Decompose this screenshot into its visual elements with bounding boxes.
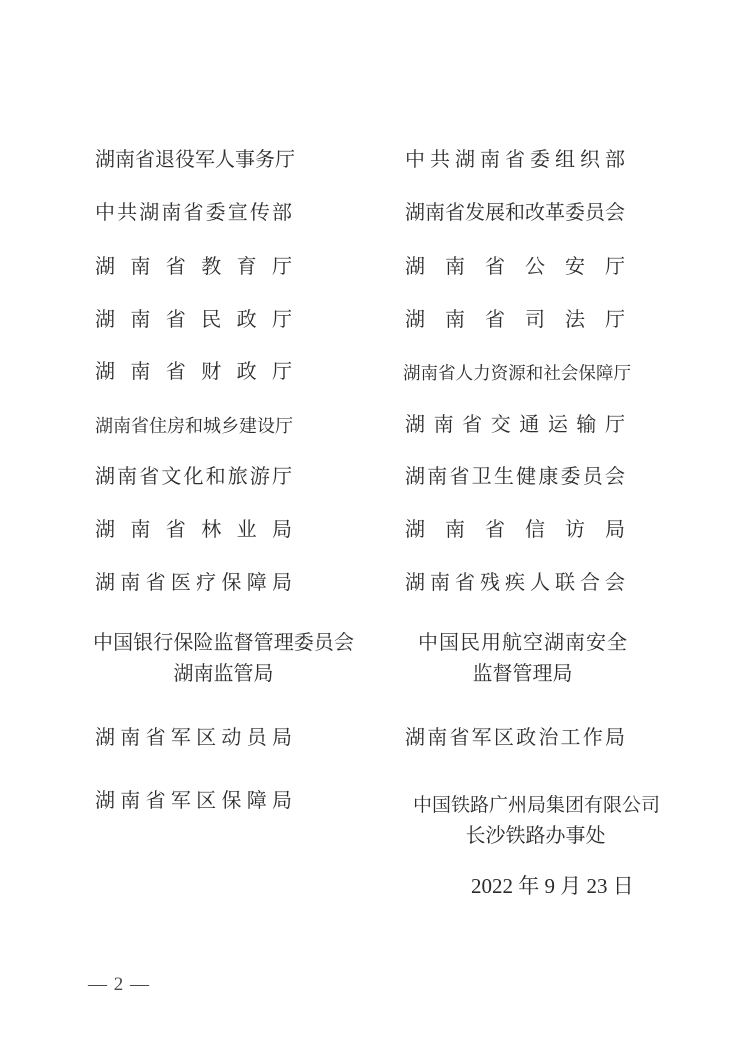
signatory-line: 中国铁路广州局集团有限公司 <box>413 795 661 816</box>
page-number: — 2 — <box>88 974 150 995</box>
signatory-line: 中国银行保险监督管理委员会 <box>93 632 354 654</box>
signatory-line: 中国民用航空湖南安全 <box>418 632 627 654</box>
signatory-right-1: 中共湖南省委组织部 <box>405 149 625 171</box>
signatory-left-2: 中共湖南省委宣传部 <box>95 202 292 224</box>
signatory-left-1: 湖南省退役军人事务厅 <box>95 149 295 171</box>
signatory-left-7: 湖南省文化和旅游厅 <box>95 466 292 488</box>
signatory-line: 湖南监管局 <box>173 663 274 685</box>
document-date: 2022 年 9 月 23 日 <box>471 874 634 898</box>
signatory-right-5: 湖南省人力资源和社会保障厅 <box>403 363 631 383</box>
signatory-left-11: 湖南省军区动员局 <box>95 727 292 749</box>
signatory-left-12: 湖南省军区保障局 <box>95 790 292 812</box>
signatory-right-7: 湖南省卫生健康委员会 <box>405 466 625 488</box>
signatory-left-5: 湖南省财政厅 <box>95 361 292 383</box>
signatory-left-9: 湖南省医疗保障局 <box>95 572 292 594</box>
signatory-line: 长沙铁路办事处 <box>465 825 606 847</box>
signatory-right-4: 湖南省司法厅 <box>405 309 625 331</box>
signatory-right-10 <box>418 628 627 690</box>
signatory-right-12 <box>413 790 661 852</box>
signatory-left-10 <box>93 628 354 690</box>
signatory-right-3: 湖南省公安厅 <box>405 256 625 278</box>
signatory-left-8: 湖南省林业局 <box>95 519 292 541</box>
signatory-right-8: 湖南省信访局 <box>405 519 625 541</box>
signatory-right-9: 湖南省残疾人联合会 <box>405 572 625 594</box>
signatory-left-4: 湖南省民政厅 <box>95 309 292 331</box>
signatory-right-2: 湖南省发展和改革委员会 <box>405 202 625 224</box>
signatory-right-11: 湖南省军区政治工作局 <box>405 727 625 749</box>
signatory-left-3: 湖南省教育厅 <box>95 256 292 278</box>
signatory-left-6: 湖南省住房和城乡建设厅 <box>95 416 293 436</box>
signatory-right-6: 湖南省交通运输厅 <box>405 414 625 436</box>
signatory-line: 监督管理局 <box>472 663 573 685</box>
